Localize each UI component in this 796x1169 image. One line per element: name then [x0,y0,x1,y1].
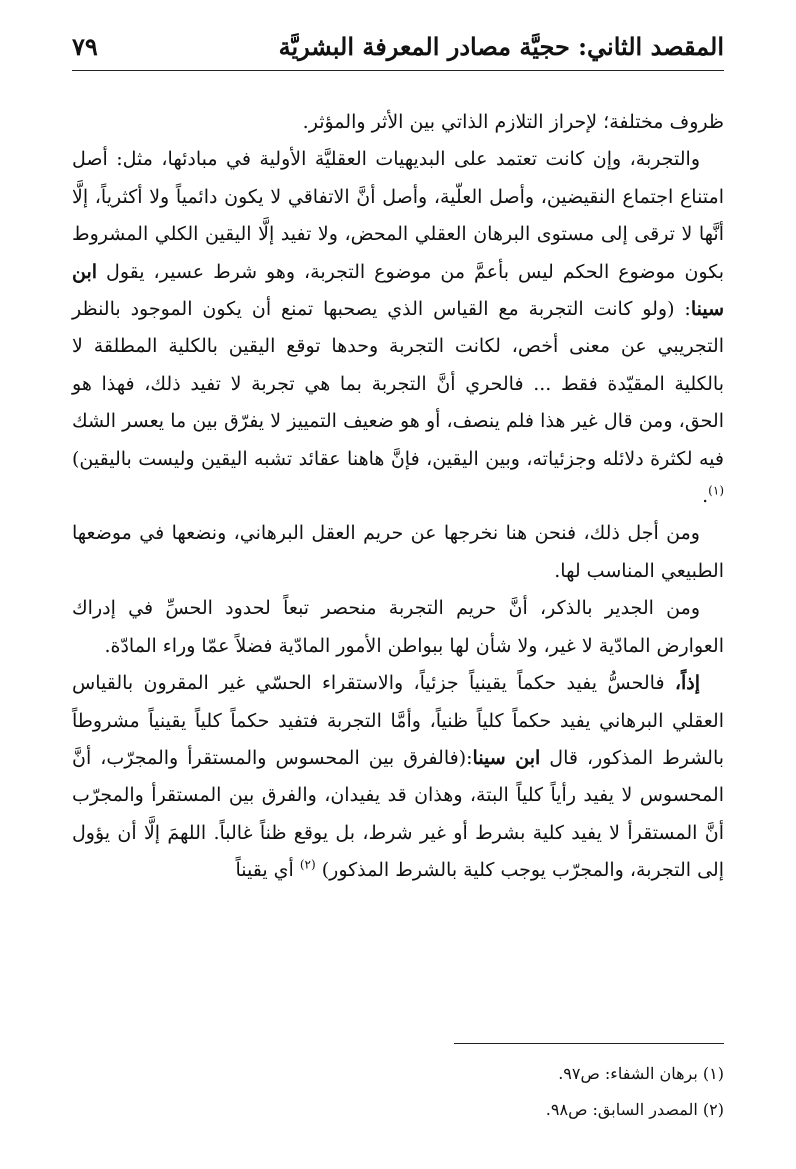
running-title: المقصد الثاني: حجيَّة مصادر المعرفة البشريَّة [278,31,724,61]
page-number: ٧٩ [72,31,98,61]
header-rule [72,70,724,71]
paragraph-4: ومن الجدير بالذكر، أنَّ حريم التجربة منحصر تبعاً لحدود الحسِّ في إدراك العوارض المادّية لا غير، ولا شأن لها ببواطن الأمور المادّية فضلاً عمّا وراء المادّة. [72,597,724,657]
footnotes [72,1056,724,1128]
footnote-ref-1[interactable]: (١) [708,483,724,498]
paragraph-2-text-a: والتجربة، وإن كانت تعتمد على البديهيات العقليَّة الأولية في مبادئها، مثل: أصل امتناع اجتماع النقيضين، وأصل العلّية، وأصل أنَّ الاتفاقي لا يكون دائمياً ولا أكثرياً، إلَّا أنَّها لا ترقى إلى مستوى البرهان العقلي المحض، ولا تفيد إلَّا اليقين الكلي المشروط بكون موضوع الحكم ليس بأعمَّ من موضوع التجربة، وهو شرط عسير، يقول [72,148,724,283]
paragraph-5-text-a: فالحسُّ يفيد حكماً يقينياً جزئياً، والاستقراء الحسّي غير المقرون بالقياس العقلي البرهاني يفيد حكماً كلياً ظنياً، وأمَّا التجربة فتفيد حكماً كلياً يقينياً مشروطاً بالشرط المذكور، قال [72,672,725,769]
author-name-ibn-sina: ابن سينا [72,260,724,321]
paragraph-2-quote: : (ولو كانت التجربة مع القياس الذي يصحبها تمنع أن يكون الموجود بالنظر التجريبي عن معنى أخص، لكانت التجربة وحدها توقع اليقين بالكلية المطلقة لا بالكلية المقيّدة فقط ... فالحري أنَّ التجربة بما هي تجربة لا تفيد ذلك، فهذا هو الحق، ومن قال غير هذا فلم ينصف، أو هو ضعيف التمييز لا يفرّق بين ما يعسر الشك فيه لكثرة دلائله وجزئياته، وبين اليقين، فإنَّ هاهنا عقائد تشبه اليقين وليست باليقين) [72,298,724,470]
paragraph-1: ظروف مختلفة؛ لإحراز التلازم الذاتي بين الأثر والمؤثر. [302,111,724,133]
page-header [72,26,724,66]
paragraph-2-end: . [702,485,709,508]
author-name-ibn-sina-2: ابن سينا [472,746,541,769]
body-text [72,104,724,890]
footnote-ref-2[interactable]: (٢) [299,857,316,872]
paragraph-5-text-c: أي يقيناً [235,859,300,882]
footnote-1: (١) برهان الشفاء: ص٩٧. [558,1064,724,1083]
footnote-separator [454,1043,724,1044]
footnote-2: (٢) المصدر السابق: ص٩٨. [545,1100,724,1119]
paragraph-5 [72,665,724,889]
paragraph-2 [72,141,724,515]
paragraph-5-lead: إذاً، [674,672,700,695]
paragraph-5-quote: :(فالفرق بين المحسوس والمستقرأ والمجرّب، أنَّ المحسوس لا يفيد رأياً كلياً البتة، وهذان قد يفيدان، والفرق بين المستقرأ والمجرّب أنَّ المستقرأ لا يفيد كلية بشرط أو غير شرط، بل يوقع ظناً غالباً. اللهمَ إلَّا أن يؤول إلى التجربة، والمجرّب يوجب كلية بالشرط المذكور) [72,746,724,882]
paragraph-3: ومن أجل ذلك، فنحن هنا نخرجها عن حريم العقل البرهاني، ونضعها في موضعها الطبيعي المناسب لها. [72,522,724,582]
